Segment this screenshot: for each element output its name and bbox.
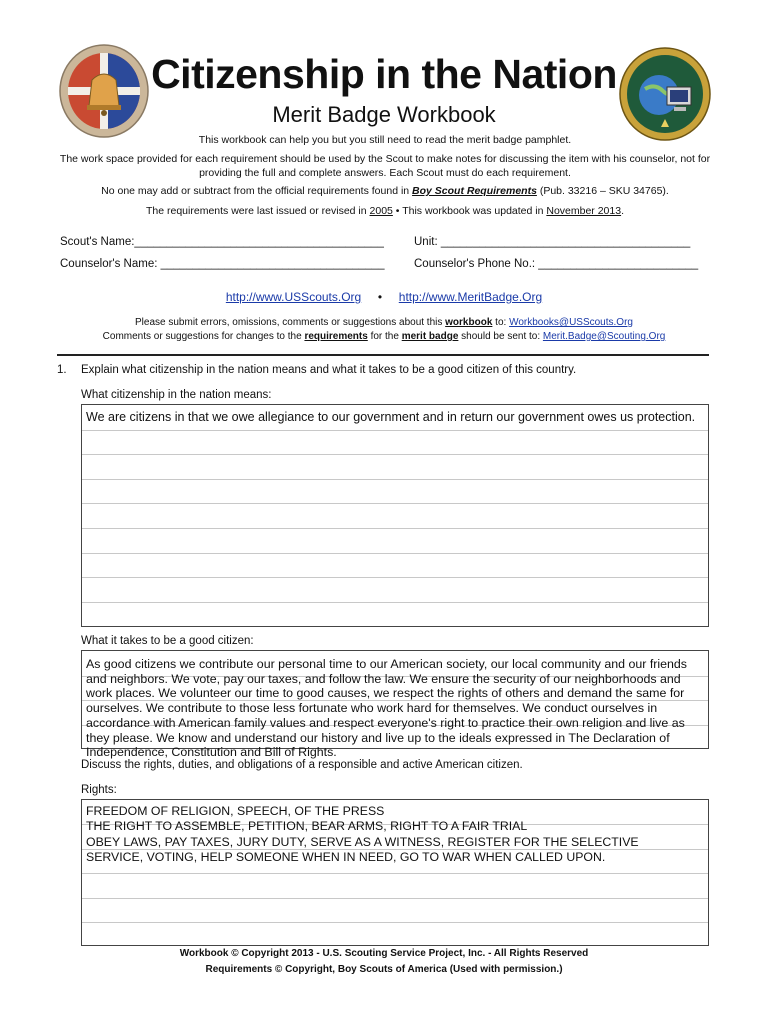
ruled-line [82,873,708,874]
liberty-bell-badge-icon [59,44,149,138]
errors-note-text: Please submit errors, omissions, comments or suggestions about this [135,317,446,328]
errors-note-to: to: [492,317,510,328]
rights-answer [86,804,704,865]
citizenship-means-label: What citizenship in the nation means: [81,389,272,401]
ruled-line [82,503,708,504]
requirement-number: 1. [57,364,67,376]
book-title: Boy Scout Requirements [412,185,537,197]
revision-year: 2005 [369,205,393,217]
rights-label: Rights: [81,784,117,796]
ruled-lines [82,405,708,626]
revision-text: The requirements were last issued or revised in [146,205,370,217]
rights-answer-box[interactable] [81,799,709,946]
intro-line-official-requirements [55,184,715,198]
changes-note [40,330,728,343]
ruled-line [82,454,708,455]
counselor-phone-field[interactable]: Counselor's Phone No.: _________________________ [414,258,699,270]
ruled-line [82,479,708,480]
unit-field[interactable]: Unit: _______________________________________ [414,236,691,248]
intro-line-pamphlet: This workbook can help you but you still need to read the merit badge pamphlet. [198,134,572,146]
update-date: November 2013 [546,205,622,217]
ruled-line [82,577,708,578]
requirements-word: requirements [304,331,368,342]
merit-badge-word: merit badge [401,331,459,342]
rights-line: FREEDOM OF RELIGION, SPEECH, OF THE PRESS [86,804,385,818]
intro-line-workspace: The work space provided for each requirement should be used by the Scout to make notes for discussing the item with his counselor, not for [59,153,711,165]
requirement-1 [57,364,576,376]
ruled-line [82,922,708,923]
scouting-service-project-logo-icon [619,47,711,141]
publication-number: (Pub. 33216 – SKU 34765). [536,185,669,197]
merit-badge-email-link[interactable]: Merit.Badge@Scouting.Org [542,331,666,342]
good-citizen-answer: As good citizens we contribute our personal time to our American society, our local community and our friends and neighbors. We vote, pay our taxes, and follow the law. We ensure the security of our neighborhoods and work places. We volunteer our time to good causes, we respect the rights of others and demand the same for ourselves. We contribute to those less fortunate who work hard for themselves. We conduct ourselves in accordance with American family values and respect everyone's right to practice their own religion and live as they please. We know and understand our history and live up to the ideals expressed in The Declaration of Independence, Constitution and Bill of Rights. [86,657,688,760]
good-citizen-answer-box[interactable] [81,650,709,760]
footer-copyright-workbook: Workbook © Copyright 2013 - U.S. Scouting Service Project, Inc. - All Rights Reserved [179,948,589,959]
rights-line: SERVICE, VOTING, HELP SOMEONE WHEN IN NEED, GO TO WAR WHEN CALLED UPON. [86,849,606,864]
period: . [621,205,624,217]
changes-note-post: should be sent to: [458,331,543,342]
website-links [0,290,768,304]
discuss-prompt: Discuss the rights, duties, and obligations of a responsible and active American citizen. [81,759,523,771]
rights-line: OBEY LAWS, PAY TAXES, JURY DUTY, SERVE AS A WITNESS, REGISTER FOR THE SELECTIVE [86,834,639,849]
official-requirements-text: No one may add or subtract from the official requirements found in [101,185,413,197]
update-text: • This workbook was updated in [392,205,547,217]
intro-line-requirement: providing the full and complete answers. Each Scout must do each requirement. [199,167,571,179]
errors-note [40,316,728,329]
ruled-line [82,528,708,529]
ruled-line [82,553,708,554]
counselor-name-field[interactable]: Counselor's Name: ___________________________________ [60,258,385,270]
footer-copyright-requirements: Requirements © Copyright, Boy Scouts of America (Used with permission.) [205,964,563,975]
intro-line-revision [55,204,715,218]
meritbadge-link[interactable]: http://www.MeritBadge.Org [398,290,543,304]
rights-line: THE RIGHT TO ASSEMBLE, PETITION, BEAR ARMS, RIGHT TO A FAIR TRIAL [86,819,528,834]
citizenship-means-answer: We are citizens in that we owe allegiance to our government and in return our government owes us protection. [86,410,696,424]
good-citizen-label: What it takes to be a good citizen: [81,635,254,647]
workbooks-email-link[interactable]: Workbooks@USScouts.Org [509,317,633,328]
page-title: Citizenship in the Nation [151,51,617,97]
link-separator: • [377,290,383,304]
changes-note-text: Comments or suggestions for changes to the [102,331,305,342]
workbook-word: workbook [445,317,493,328]
ruled-line [82,602,708,603]
usscouts-link[interactable]: http://www.USScouts.Org [225,290,362,304]
changes-note-mid: for the [367,331,402,342]
scout-name-field[interactable]: Scout's Name:_______________________________________ [60,236,384,248]
requirement-text: Explain what citizenship in the nation means and what it takes to be a good citizen of this country. [81,364,577,376]
section-divider [57,354,709,356]
page-subtitle: Merit Badge Workbook [272,102,496,127]
citizenship-means-answer-box[interactable] [81,404,709,627]
ruled-line [82,430,708,431]
ruled-line [82,898,708,899]
